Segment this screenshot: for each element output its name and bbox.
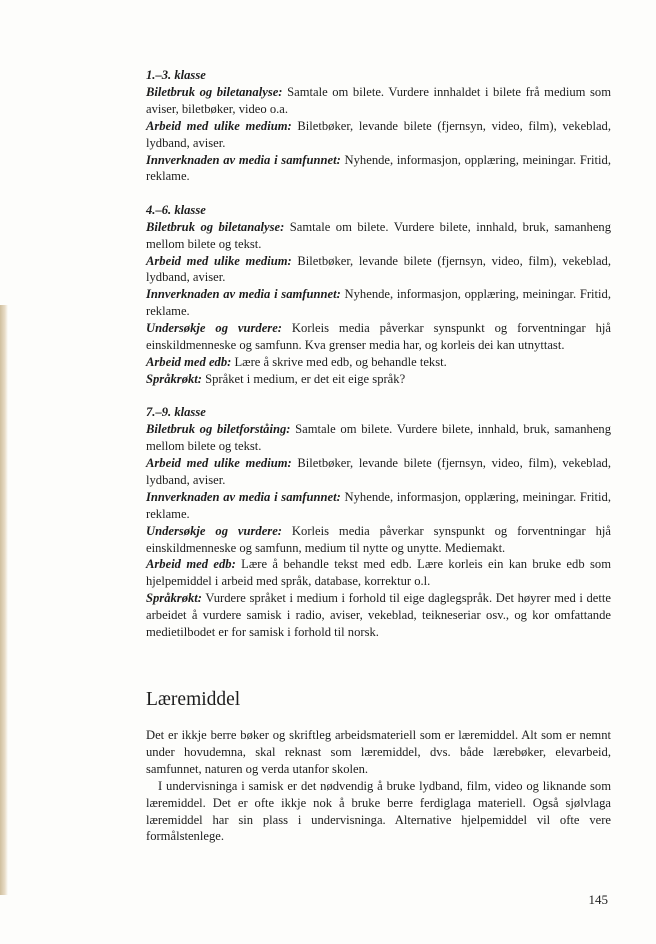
list-item <box>146 523 611 557</box>
item-text: Biletbøker, levande bilete (fjernsyn, video, film), vekeblad, lydband, aviser. <box>146 253 611 285</box>
section-7-9-klasse <box>146 404 611 641</box>
laeremiddel-heading: Læremiddel <box>146 689 241 710</box>
list-item <box>146 320 611 354</box>
item-text: Nyhende, informasjon, opplæring, meiningar. Fritid, reklame. <box>146 489 611 521</box>
item-term: Biletbruk og biletanalyse: <box>146 219 285 234</box>
list-item <box>146 118 611 152</box>
list-item <box>146 253 611 287</box>
section-4-6-klasse <box>146 202 611 388</box>
item-text: Samtale om bilete. Vurdere bilete, innhald, bruk, samanheng mellom bilete og tekst. <box>146 422 612 454</box>
list-item <box>146 152 611 186</box>
item-term: Undersøkje og vurdere: <box>146 523 282 538</box>
item-term: Innverknaden av media i samfunnet: <box>146 489 341 504</box>
item-text: Biletbøker, levande bilete (fjernsyn, video, film), vekeblad, lydband, aviser. <box>146 118 611 150</box>
item-text: Språket i medium, er det eit eige språk? <box>201 371 406 386</box>
item-term: Innverknaden av media i samfunnet: <box>146 152 341 167</box>
body-paragraph: Det er ikkje berre bøker og skriftleg arbeidsmateriell som er læremiddel. Alt som er nemnt under hovudemna, skal reknast som læremiddel, dvs. både lærebøker, elevarbeid, samfunnet, naturen og verda utanfor skolen. <box>146 728 611 776</box>
item-text: Vurdere språket i medium i forhold til eige daglegspråk. Det høyrer med i dette arbeidet å vurdere samisk i radio, aviser, vekeblad, teikneseriar osv., og kor omfattande medietilbodet er for samisk i forhold til norsk. <box>146 591 611 640</box>
item-term: Språkrøkt: <box>146 371 202 386</box>
item-text: Biletbøker, levande bilete (fjernsyn, video, film), vekeblad, lydband, aviser. <box>146 456 611 487</box>
section-heading: 1.–3. klasse <box>146 68 206 82</box>
list-item <box>146 286 611 320</box>
list-item <box>146 371 611 388</box>
item-text: Samtale om bilete. Vurdere bilete, innhald, bruk, samanheng mellom bilete og tekst. <box>146 219 612 251</box>
item-text: Lære å skrive med edb, og behandle tekst. <box>231 355 447 369</box>
item-term: Arbeid med ulike medium: <box>146 253 292 268</box>
item-text: Samtale om bilete. Vurdere innhaldet i bilete frå medium som aviser, biletbøker, video o.a. <box>146 84 611 116</box>
item-term: Arbeid med edb: <box>146 557 236 572</box>
list-item <box>146 354 611 371</box>
page-number: 145 <box>588 892 608 907</box>
item-text: Nyhende, informasjon, opplæring, meiningar. Fritid, reklame. <box>146 152 611 184</box>
item-term: Innverknaden av media i samfunnet: <box>146 287 341 302</box>
body-paragraph: I undervisninga i samisk er det nødvendig å bruke lydband, film, video og liknande som læremiddel. Det er ofte ikkje nok å bruke berre ferdiglaga materiell. Også sjølvlaga læremiddel har sin plass i undervisninga. Alternative hjelpemiddel vil ofte vere formålstenlege. <box>146 778 611 844</box>
list-item <box>146 84 611 118</box>
section-heading: 4.–6. klasse <box>146 202 206 217</box>
list-item <box>146 556 611 590</box>
page-content <box>146 67 611 845</box>
list-item <box>146 590 611 641</box>
item-text: Korleis media påverkar synspunkt og forventningar hjå einskildmenneske og samfunn. Kva grenser media har, og korleis dei kan utnyttast. <box>146 321 611 353</box>
item-term: Biletbruk og biletforståing: <box>146 422 291 437</box>
list-item <box>146 421 611 455</box>
item-term: Språkrøkt: <box>146 591 202 606</box>
item-term: Arbeid med edb: <box>146 355 232 369</box>
item-term: Arbeid med ulike medium: <box>146 456 292 471</box>
page-edge-shadow <box>0 305 8 895</box>
section-1-3-klasse <box>146 67 611 185</box>
item-term: Biletbruk og biletanalyse: <box>146 84 283 99</box>
item-text: Korleis media påverkar synspunkt og forventningar hjå einskildmenneske og samfunn, medium til nytte og unytte. Mediemakt. <box>146 523 611 555</box>
item-text: Nyhende, informasjon, opplæring, meiningar. Fritid, reklame. <box>146 287 611 319</box>
item-term: Undersøkje og vurdere: <box>146 321 282 336</box>
section-heading: 7.–9. klasse <box>146 405 206 420</box>
list-item <box>146 489 611 523</box>
list-item <box>146 455 611 489</box>
list-item <box>146 219 611 253</box>
item-text: Lære å behandle tekst med edb. Lære korleis ein kan bruke edb som hjelpemiddel i arbeid med språk, database, korrektur o.l. <box>146 557 611 589</box>
item-term: Arbeid med ulike medium: <box>146 118 292 133</box>
